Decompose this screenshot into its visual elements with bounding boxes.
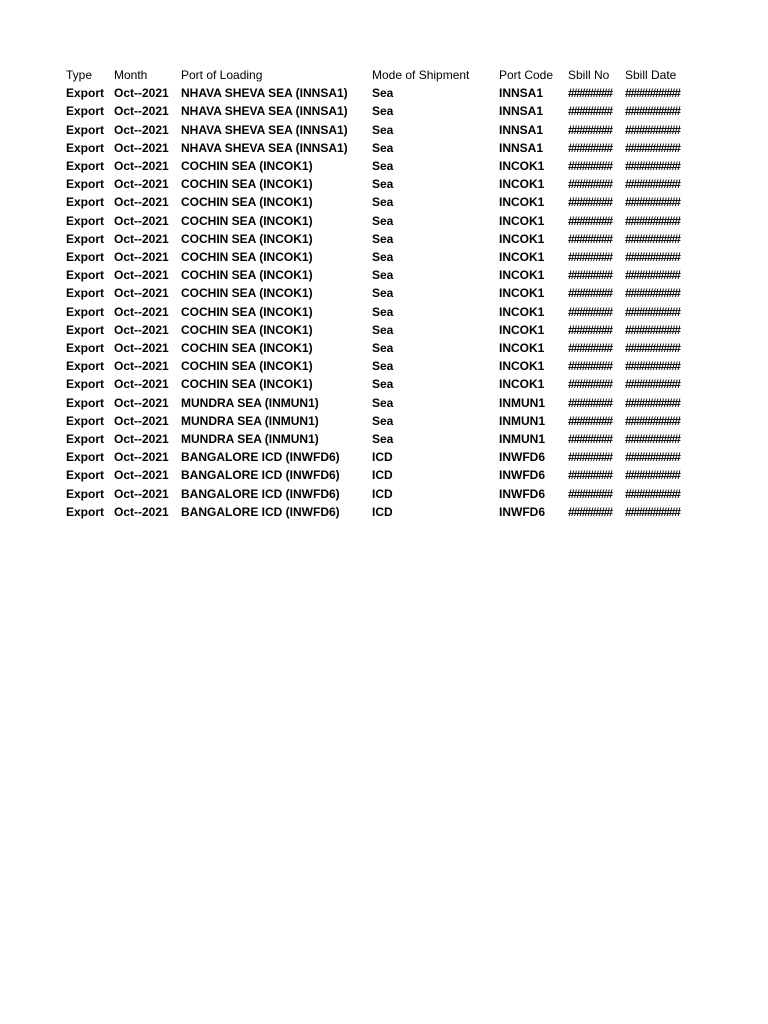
- cell-type: Export: [66, 341, 105, 356]
- cell-sbill-no: ########: [568, 286, 612, 301]
- cell-month: Oct--2021: [114, 413, 169, 428]
- table-row: [66, 357, 692, 375]
- cell-month: Oct--2021: [114, 322, 169, 337]
- cell-mode-of-shipment: Sea: [372, 140, 394, 155]
- table-row: [66, 503, 692, 521]
- cell-sbill-no: ########: [568, 304, 612, 319]
- cell-port-of-loading: COCHIN SEA (INCOK1): [181, 213, 313, 228]
- header-sbill-no: Sbill No: [568, 68, 610, 82]
- cell-sbill-no: ########: [568, 213, 612, 228]
- cell-sbill-date: ##########: [625, 395, 680, 410]
- cell-port-code: INCOK1: [499, 322, 545, 337]
- cell-sbill-date: ##########: [625, 450, 680, 465]
- cell-sbill-no: ########: [568, 122, 612, 137]
- cell-port-code: INNSA1: [499, 86, 544, 101]
- cell-mode-of-shipment: ICD: [372, 468, 393, 483]
- cell-port-code: INCOK1: [499, 250, 545, 265]
- cell-month: Oct--2021: [114, 140, 169, 155]
- cell-port-of-loading: BANGALORE ICD (INWFD6): [181, 504, 340, 519]
- cell-sbill-no: ########: [568, 341, 612, 356]
- cell-port-of-loading: COCHIN SEA (INCOK1): [181, 377, 313, 392]
- header-port-code: Port Code: [499, 68, 554, 82]
- cell-month: Oct--2021: [114, 86, 169, 101]
- cell-type: Export: [66, 231, 105, 246]
- cell-port-of-loading: NHAVA SHEVA SEA (INNSA1): [181, 86, 348, 101]
- cell-sbill-date: ##########: [625, 195, 680, 210]
- cell-port-of-loading: COCHIN SEA (INCOK1): [181, 250, 313, 265]
- cell-port-code: INCOK1: [499, 268, 545, 283]
- cell-sbill-date: ##########: [625, 177, 680, 192]
- cell-sbill-no: ########: [568, 104, 612, 119]
- cell-sbill-no: ########: [568, 413, 612, 428]
- cell-month: Oct--2021: [114, 268, 169, 283]
- table-row: [66, 139, 692, 157]
- cell-port-of-loading: NHAVA SHEVA SEA (INNSA1): [181, 140, 348, 155]
- cell-mode-of-shipment: Sea: [372, 159, 394, 174]
- cell-type: Export: [66, 377, 105, 392]
- cell-port-of-loading: BANGALORE ICD (INWFD6): [181, 450, 340, 465]
- cell-sbill-date: ##########: [625, 341, 680, 356]
- cell-port-code: INCOK1: [499, 341, 545, 356]
- cell-sbill-no: ########: [568, 377, 612, 392]
- header-type: Type: [66, 68, 93, 82]
- cell-sbill-no: ########: [568, 468, 612, 483]
- cell-port-of-loading: NHAVA SHEVA SEA (INNSA1): [181, 104, 348, 119]
- cell-port-code: INCOK1: [499, 177, 545, 192]
- table-row: [66, 375, 692, 393]
- cell-mode-of-shipment: Sea: [372, 359, 394, 374]
- cell-type: Export: [66, 322, 105, 337]
- cell-port-code: INWFD6: [499, 468, 545, 483]
- table-body: [66, 84, 692, 521]
- cell-sbill-date: ##########: [625, 159, 680, 174]
- cell-mode-of-shipment: ICD: [372, 504, 393, 519]
- cell-type: Export: [66, 286, 105, 301]
- table-row: [66, 230, 692, 248]
- cell-mode-of-shipment: Sea: [372, 86, 394, 101]
- cell-port-of-loading: BANGALORE ICD (INWFD6): [181, 468, 340, 483]
- table-row: [66, 193, 692, 211]
- cell-mode-of-shipment: ICD: [372, 486, 393, 501]
- cell-month: Oct--2021: [114, 504, 169, 519]
- cell-port-of-loading: COCHIN SEA (INCOK1): [181, 195, 313, 210]
- header-sbill-date: Sbill Date: [625, 68, 677, 82]
- cell-month: Oct--2021: [114, 486, 169, 501]
- cell-month: Oct--2021: [114, 359, 169, 374]
- table-row: [66, 321, 692, 339]
- cell-port-code: INMUN1: [499, 432, 546, 447]
- cell-type: Export: [66, 304, 105, 319]
- cell-port-code: INWFD6: [499, 504, 545, 519]
- cell-port-of-loading: COCHIN SEA (INCOK1): [181, 268, 313, 283]
- cell-port-of-loading: COCHIN SEA (INCOK1): [181, 304, 313, 319]
- cell-port-of-loading: BANGALORE ICD (INWFD6): [181, 486, 340, 501]
- cell-port-code: INNSA1: [499, 104, 544, 119]
- cell-type: Export: [66, 177, 105, 192]
- cell-mode-of-shipment: Sea: [372, 104, 394, 119]
- cell-port-code: INCOK1: [499, 213, 545, 228]
- cell-sbill-date: ##########: [625, 413, 680, 428]
- cell-sbill-date: ##########: [625, 377, 680, 392]
- table-row: [66, 284, 692, 302]
- cell-sbill-date: ##########: [625, 268, 680, 283]
- table-row: [66, 266, 692, 284]
- cell-type: Export: [66, 468, 105, 483]
- table-row: [66, 412, 692, 430]
- shipment-table: [66, 66, 692, 521]
- cell-sbill-no: ########: [568, 140, 612, 155]
- cell-sbill-no: ########: [568, 177, 612, 192]
- table-row: [66, 248, 692, 266]
- table-row: [66, 485, 692, 503]
- cell-month: Oct--2021: [114, 231, 169, 246]
- cell-mode-of-shipment: Sea: [372, 322, 394, 337]
- cell-mode-of-shipment: Sea: [372, 177, 394, 192]
- cell-sbill-date: ##########: [625, 322, 680, 337]
- cell-month: Oct--2021: [114, 286, 169, 301]
- cell-port-code: INCOK1: [499, 286, 545, 301]
- cell-sbill-no: ########: [568, 359, 612, 374]
- cell-mode-of-shipment: Sea: [372, 213, 394, 228]
- cell-month: Oct--2021: [114, 377, 169, 392]
- cell-sbill-no: ########: [568, 504, 612, 519]
- cell-sbill-no: ########: [568, 250, 612, 265]
- table-row: [66, 175, 692, 193]
- cell-type: Export: [66, 359, 105, 374]
- cell-type: Export: [66, 504, 105, 519]
- table-row: [66, 448, 692, 466]
- header-mode-of-shipment: Mode of Shipment: [372, 68, 470, 82]
- table-row: [66, 157, 692, 175]
- cell-sbill-no: ########: [568, 231, 612, 246]
- cell-sbill-date: ##########: [625, 231, 680, 246]
- cell-port-of-loading: COCHIN SEA (INCOK1): [181, 231, 313, 246]
- cell-type: Export: [66, 432, 105, 447]
- cell-type: Export: [66, 413, 105, 428]
- cell-type: Export: [66, 122, 105, 137]
- cell-port-code: INMUN1: [499, 413, 546, 428]
- cell-type: Export: [66, 159, 105, 174]
- cell-port-of-loading: COCHIN SEA (INCOK1): [181, 341, 313, 356]
- cell-port-code: INCOK1: [499, 377, 545, 392]
- cell-mode-of-shipment: ICD: [372, 450, 393, 465]
- cell-mode-of-shipment: Sea: [372, 195, 394, 210]
- header-row: [66, 66, 692, 84]
- cell-mode-of-shipment: Sea: [372, 395, 394, 410]
- cell-port-code: INMUN1: [499, 395, 546, 410]
- cell-port-code: INCOK1: [499, 359, 545, 374]
- cell-port-of-loading: MUNDRA SEA (INMUN1): [181, 432, 319, 447]
- cell-sbill-no: ########: [568, 159, 612, 174]
- table-row: [66, 303, 692, 321]
- cell-month: Oct--2021: [114, 195, 169, 210]
- cell-sbill-date: ##########: [625, 304, 680, 319]
- cell-month: Oct--2021: [114, 468, 169, 483]
- cell-type: Export: [66, 104, 105, 119]
- cell-mode-of-shipment: Sea: [372, 231, 394, 246]
- cell-month: Oct--2021: [114, 177, 169, 192]
- cell-mode-of-shipment: Sea: [372, 341, 394, 356]
- cell-month: Oct--2021: [114, 432, 169, 447]
- cell-mode-of-shipment: Sea: [372, 413, 394, 428]
- cell-type: Export: [66, 140, 105, 155]
- cell-type: Export: [66, 395, 105, 410]
- cell-mode-of-shipment: Sea: [372, 432, 394, 447]
- cell-sbill-date: ##########: [625, 213, 680, 228]
- cell-type: Export: [66, 213, 105, 228]
- cell-sbill-no: ########: [568, 450, 612, 465]
- cell-mode-of-shipment: Sea: [372, 250, 394, 265]
- cell-sbill-date: ##########: [625, 122, 680, 137]
- cell-sbill-date: ##########: [625, 86, 680, 101]
- cell-month: Oct--2021: [114, 159, 169, 174]
- cell-month: Oct--2021: [114, 395, 169, 410]
- header-month: Month: [114, 68, 148, 82]
- cell-port-code: INCOK1: [499, 195, 545, 210]
- cell-sbill-date: ##########: [625, 359, 680, 374]
- cell-sbill-date: ##########: [625, 140, 680, 155]
- cell-month: Oct--2021: [114, 250, 169, 265]
- table-row: [66, 84, 692, 102]
- cell-port-code: INCOK1: [499, 231, 545, 246]
- cell-port-code: INWFD6: [499, 486, 545, 501]
- cell-sbill-date: ##########: [625, 468, 680, 483]
- cell-sbill-date: ##########: [625, 504, 680, 519]
- table-row: [66, 212, 692, 230]
- cell-sbill-no: ########: [568, 432, 612, 447]
- cell-port-code: INNSA1: [499, 122, 544, 137]
- table-row: [66, 430, 692, 448]
- cell-mode-of-shipment: Sea: [372, 286, 394, 301]
- cell-month: Oct--2021: [114, 213, 169, 228]
- cell-type: Export: [66, 450, 105, 465]
- cell-month: Oct--2021: [114, 450, 169, 465]
- header-port-of-loading: Port of Loading: [181, 68, 263, 82]
- cell-port-of-loading: COCHIN SEA (INCOK1): [181, 177, 313, 192]
- cell-sbill-date: ##########: [625, 486, 680, 501]
- cell-type: Export: [66, 250, 105, 265]
- cell-sbill-no: ########: [568, 486, 612, 501]
- cell-sbill-no: ########: [568, 395, 612, 410]
- cell-port-of-loading: NHAVA SHEVA SEA (INNSA1): [181, 122, 348, 137]
- cell-sbill-date: ##########: [625, 432, 680, 447]
- cell-mode-of-shipment: Sea: [372, 304, 394, 319]
- cell-port-of-loading: COCHIN SEA (INCOK1): [181, 286, 313, 301]
- cell-month: Oct--2021: [114, 341, 169, 356]
- cell-mode-of-shipment: Sea: [372, 377, 394, 392]
- cell-port-of-loading: COCHIN SEA (INCOK1): [181, 322, 313, 337]
- cell-sbill-no: ########: [568, 86, 612, 101]
- table-row: [66, 394, 692, 412]
- cell-sbill-date: ##########: [625, 104, 680, 119]
- table-row: [66, 466, 692, 484]
- cell-port-code: INCOK1: [499, 159, 545, 174]
- table-row: [66, 339, 692, 357]
- cell-sbill-no: ########: [568, 195, 612, 210]
- cell-port-of-loading: MUNDRA SEA (INMUN1): [181, 395, 319, 410]
- cell-mode-of-shipment: Sea: [372, 122, 394, 137]
- cell-port-of-loading: COCHIN SEA (INCOK1): [181, 359, 313, 374]
- cell-month: Oct--2021: [114, 104, 169, 119]
- shipping-bill-sheet: [66, 66, 692, 521]
- cell-type: Export: [66, 268, 105, 283]
- cell-mode-of-shipment: Sea: [372, 268, 394, 283]
- cell-sbill-no: ########: [568, 268, 612, 283]
- cell-port-of-loading: COCHIN SEA (INCOK1): [181, 159, 313, 174]
- cell-port-code: INCOK1: [499, 304, 545, 319]
- table-row: [66, 121, 692, 139]
- cell-type: Export: [66, 486, 105, 501]
- cell-month: Oct--2021: [114, 122, 169, 137]
- cell-port-of-loading: MUNDRA SEA (INMUN1): [181, 413, 319, 428]
- cell-sbill-date: ##########: [625, 286, 680, 301]
- cell-type: Export: [66, 86, 105, 101]
- cell-sbill-date: ##########: [625, 250, 680, 265]
- cell-type: Export: [66, 195, 105, 210]
- cell-month: Oct--2021: [114, 304, 169, 319]
- cell-sbill-no: ########: [568, 322, 612, 337]
- table-row: [66, 102, 692, 120]
- cell-port-code: INWFD6: [499, 450, 545, 465]
- cell-port-code: INNSA1: [499, 140, 544, 155]
